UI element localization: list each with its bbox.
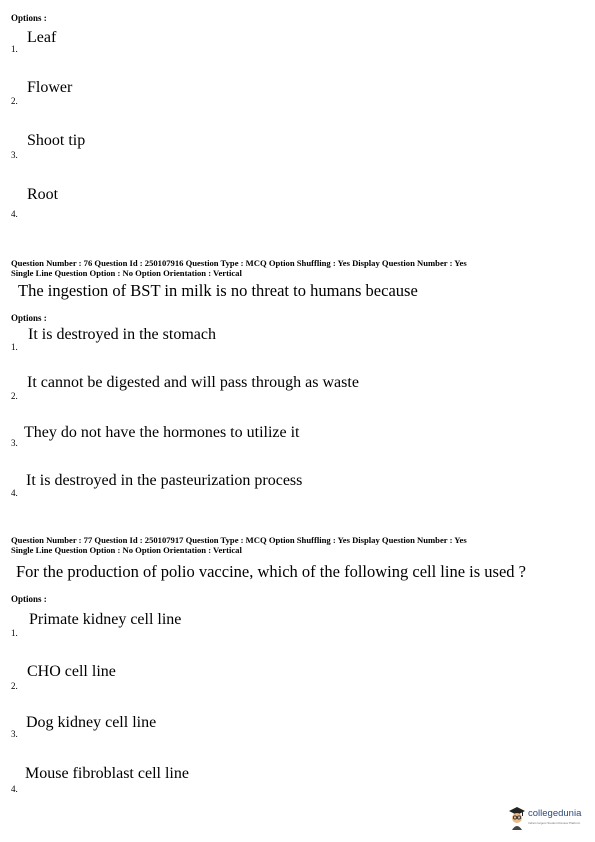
option-number: 3.	[11, 150, 18, 160]
option-number: 3.	[11, 438, 18, 448]
options-label: Options :	[11, 13, 47, 23]
option-number: 4.	[11, 209, 18, 219]
question-meta-line1: Question Number : 77 Question Id : 250107917 Question Type : MCQ Option Shuffling : Yes Display Question Number : Yes	[11, 535, 467, 545]
logo-tagline: India's largest Student Review Platform	[528, 821, 581, 825]
options-label: Options :	[11, 313, 47, 323]
logo-brand: collegedunia	[528, 808, 582, 819]
question-text: For the production of polio vaccine, which of the following cell line is used ?	[16, 562, 527, 581]
option-number: 4.	[11, 784, 18, 794]
question-meta-line1: Question Number : 76 Question Id : 250107916 Question Type : MCQ Option Shuffling : Yes Display Question Number : Yes	[11, 258, 467, 268]
option-text: Primate kidney cell line	[29, 611, 182, 628]
option-number: 1.	[11, 342, 18, 352]
option-text: Mouse fibroblast cell line	[25, 765, 189, 782]
graduate-mascot-icon	[508, 806, 526, 830]
option-number: 2.	[11, 96, 18, 106]
option-text: It is destroyed in the pasteurization process	[26, 472, 303, 489]
option-number: 1.	[11, 628, 18, 638]
options-label: Options :	[11, 594, 47, 604]
option-number: 1.	[11, 44, 18, 54]
option-number: 2.	[11, 391, 18, 401]
question-meta-line2: Single Line Question Option : No Option Orientation : Vertical	[11, 267, 242, 278]
option-text: They do not have the hormones to utilize it	[24, 424, 300, 441]
collegedunia-logo	[508, 806, 592, 832]
option-text: It cannot be digested and will pass through as waste	[27, 374, 359, 391]
option-text: Root	[27, 186, 59, 203]
question-meta	[11, 259, 586, 278]
option-text: It is destroyed in the stomach	[28, 326, 216, 343]
option-text: Shoot tip	[27, 132, 86, 149]
option-text: CHO cell line	[27, 663, 116, 680]
option-text: Flower	[27, 79, 73, 96]
question-meta	[11, 536, 586, 555]
question-meta-line2: Single Line Question Option : No Option Orientation : Vertical	[11, 544, 242, 555]
option-text: Leaf	[27, 29, 57, 46]
option-number: 2.	[11, 681, 18, 691]
option-number: 3.	[11, 729, 18, 739]
option-text: Dog kidney cell line	[26, 714, 157, 731]
option-number: 4.	[11, 488, 18, 498]
question-text: The ingestion of BST in milk is no threat to humans because	[18, 281, 418, 300]
